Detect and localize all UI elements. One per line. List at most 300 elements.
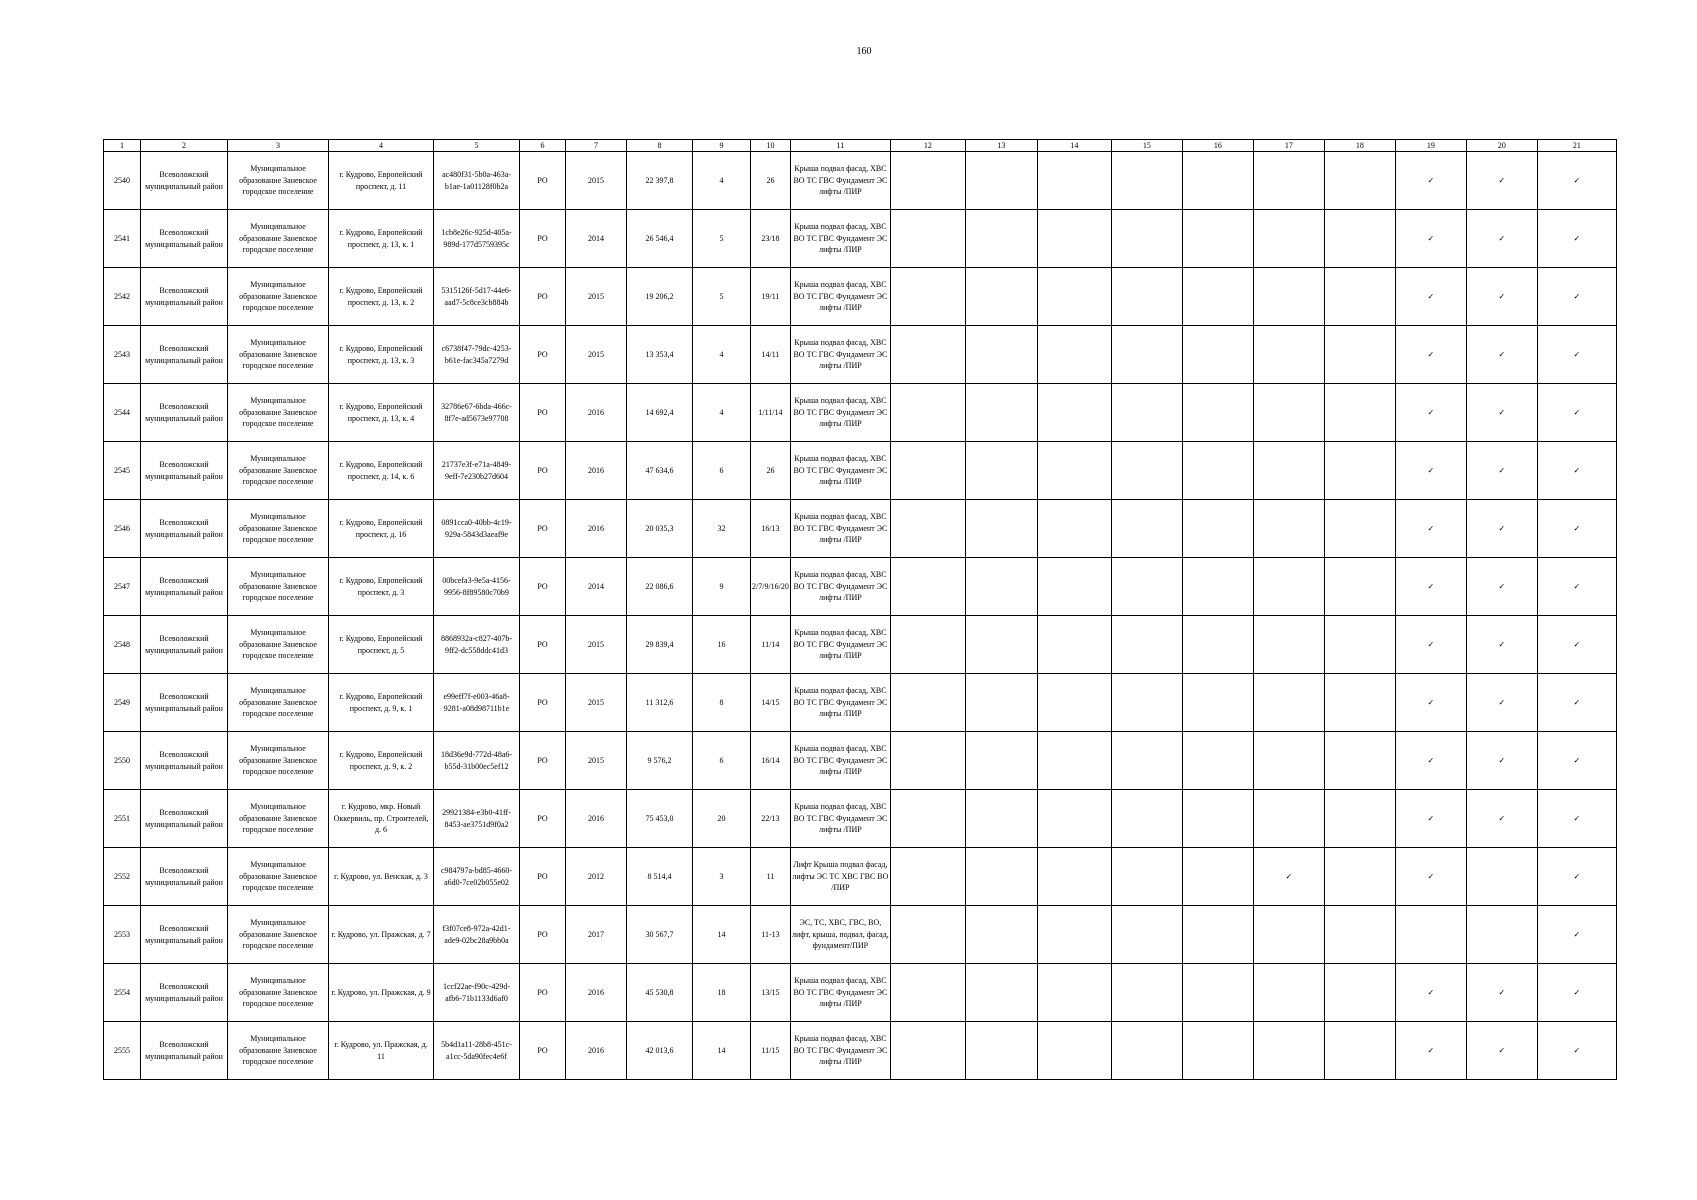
row-number: 2544 bbox=[104, 384, 141, 442]
floors-cell: 5 bbox=[693, 268, 751, 326]
municipality-cell: Муниципальное образование Заневское городское поселение bbox=[228, 384, 329, 442]
col-14-cell bbox=[1037, 210, 1111, 268]
col10-cell: 11 bbox=[751, 848, 791, 906]
address-cell: г. Кудрово, Европейский проспект, д. 13, к. 3 bbox=[329, 326, 434, 384]
check-mark-icon bbox=[1253, 616, 1324, 674]
column-number: 12 bbox=[890, 140, 965, 152]
works-cell: Лифт Крыша подвал фасад, лифты ЭС ТС ХВС ГВС ВО /ПИР bbox=[790, 848, 890, 906]
floors-cell: 3 bbox=[693, 848, 751, 906]
check-mark-icon: ✓ bbox=[1537, 500, 1616, 558]
col10-cell: 11/14 bbox=[751, 616, 791, 674]
district-cell: Всеволожский муниципальный район bbox=[141, 210, 228, 268]
works-cell: Крыша подвал фасад, ХВС ВО ТС ГВС Фундамент ЭС лифты /ПИР bbox=[790, 732, 890, 790]
address-cell: г. Кудрово, ул. Пражская, д. 11 bbox=[329, 1022, 434, 1080]
area-cell: 30 567,7 bbox=[627, 906, 693, 964]
type-cell: РО bbox=[520, 268, 566, 326]
check-mark-icon: ✓ bbox=[1466, 500, 1537, 558]
check-mark-icon bbox=[1253, 964, 1324, 1022]
district-cell: Всеволожский муниципальный район bbox=[141, 1022, 228, 1080]
row-number: 2551 bbox=[104, 790, 141, 848]
check-mark-icon: ✓ bbox=[1395, 790, 1466, 848]
col10-cell: 2/7/9/16/20 bbox=[751, 558, 791, 616]
col-14-cell bbox=[1037, 326, 1111, 384]
guid-cell: 5315126f-5d17-44e6-aad7-5c8ce3cb884b bbox=[434, 268, 520, 326]
floors-cell: 16 bbox=[693, 616, 751, 674]
col-16-cell bbox=[1182, 906, 1253, 964]
type-cell: РО bbox=[520, 210, 566, 268]
column-number-row bbox=[104, 140, 1617, 152]
table-body bbox=[104, 140, 1617, 1080]
type-cell: РО bbox=[520, 152, 566, 210]
col-18-cell bbox=[1324, 558, 1395, 616]
municipality-cell: Муниципальное образование Заневское городское поселение bbox=[228, 500, 329, 558]
table-row bbox=[104, 616, 1617, 674]
municipality-cell: Муниципальное образование Заневское городское поселение bbox=[228, 210, 329, 268]
col10-cell: 11/15 bbox=[751, 1022, 791, 1080]
year-cell: 2016 bbox=[566, 1022, 627, 1080]
column-number: 13 bbox=[965, 140, 1037, 152]
col-18-cell bbox=[1324, 964, 1395, 1022]
column-number: 19 bbox=[1395, 140, 1466, 152]
municipality-cell: Муниципальное образование Заневское городское поселение bbox=[228, 326, 329, 384]
year-cell: 2014 bbox=[566, 210, 627, 268]
check-mark-icon bbox=[1253, 732, 1324, 790]
col-13-cell bbox=[965, 442, 1037, 500]
column-number: 17 bbox=[1253, 140, 1324, 152]
floors-cell: 32 bbox=[693, 500, 751, 558]
municipality-cell: Муниципальное образование Заневское городское поселение bbox=[228, 442, 329, 500]
col-13-cell bbox=[965, 268, 1037, 326]
col-14-cell bbox=[1037, 558, 1111, 616]
floors-cell: 6 bbox=[693, 732, 751, 790]
col-14-cell bbox=[1037, 964, 1111, 1022]
check-mark-icon: ✓ bbox=[1537, 790, 1616, 848]
year-cell: 2015 bbox=[566, 732, 627, 790]
col10-cell: 19/11 bbox=[751, 268, 791, 326]
floors-cell: 20 bbox=[693, 790, 751, 848]
guid-cell: 21737e3f-e71a-4849-9eff-7e230b27d604 bbox=[434, 442, 520, 500]
col-13-cell bbox=[965, 1022, 1037, 1080]
municipality-cell: Муниципальное образование Заневское городское поселение bbox=[228, 152, 329, 210]
col-15-cell bbox=[1111, 442, 1182, 500]
col-16-cell bbox=[1182, 848, 1253, 906]
column-number: 3 bbox=[228, 140, 329, 152]
col-15-cell bbox=[1111, 268, 1182, 326]
check-mark-icon bbox=[1253, 906, 1324, 964]
col-12-cell bbox=[890, 442, 965, 500]
type-cell: РО bbox=[520, 790, 566, 848]
col-16-cell bbox=[1182, 268, 1253, 326]
floors-cell: 4 bbox=[693, 152, 751, 210]
column-number: 9 bbox=[693, 140, 751, 152]
check-mark-icon bbox=[1253, 268, 1324, 326]
check-mark-icon: ✓ bbox=[1537, 442, 1616, 500]
type-cell: РО bbox=[520, 558, 566, 616]
row-number: 2540 bbox=[104, 152, 141, 210]
col-18-cell bbox=[1324, 442, 1395, 500]
col10-cell: 26 bbox=[751, 442, 791, 500]
col-14-cell bbox=[1037, 442, 1111, 500]
col-14-cell bbox=[1037, 384, 1111, 442]
address-cell: г. Кудрово, Европейский проспект, д. 13, к. 2 bbox=[329, 268, 434, 326]
check-mark-icon: ✓ bbox=[1395, 616, 1466, 674]
check-mark-icon: ✓ bbox=[1537, 906, 1616, 964]
col-12-cell bbox=[890, 906, 965, 964]
col-12-cell bbox=[890, 616, 965, 674]
row-number: 2545 bbox=[104, 442, 141, 500]
works-cell: Крыша подвал фасад, ХВС ВО ТС ГВС Фундамент ЭС лифты /ПИР bbox=[790, 268, 890, 326]
row-number: 2542 bbox=[104, 268, 141, 326]
col-15-cell bbox=[1111, 848, 1182, 906]
col-12-cell bbox=[890, 732, 965, 790]
col-13-cell bbox=[965, 674, 1037, 732]
col-12-cell bbox=[890, 1022, 965, 1080]
check-mark-icon: ✓ bbox=[1537, 268, 1616, 326]
works-cell: Крыша подвал фасад, ХВС ВО ТС ГВС Фундамент ЭС лифты /ПИР bbox=[790, 210, 890, 268]
check-mark-icon: ✓ bbox=[1466, 790, 1537, 848]
col-14-cell bbox=[1037, 790, 1111, 848]
type-cell: РО bbox=[520, 906, 566, 964]
table-row bbox=[104, 906, 1617, 964]
col-16-cell bbox=[1182, 964, 1253, 1022]
row-number: 2549 bbox=[104, 674, 141, 732]
works-cell: Крыша подвал фасад, ХВС ВО ТС ГВС Фундамент ЭС лифты /ПИР bbox=[790, 152, 890, 210]
check-mark-icon: ✓ bbox=[1395, 268, 1466, 326]
column-number: 10 bbox=[751, 140, 791, 152]
column-number: 18 bbox=[1324, 140, 1395, 152]
row-number: 2541 bbox=[104, 210, 141, 268]
check-mark-icon bbox=[1253, 790, 1324, 848]
district-cell: Всеволожский муниципальный район bbox=[141, 790, 228, 848]
row-number: 2546 bbox=[104, 500, 141, 558]
address-cell: г. Кудрово, Европейский проспект, д. 16 bbox=[329, 500, 434, 558]
check-mark-icon: ✓ bbox=[1395, 1022, 1466, 1080]
municipality-cell: Муниципальное образование Заневское городское поселение bbox=[228, 906, 329, 964]
check-mark-icon bbox=[1253, 1022, 1324, 1080]
row-number: 2543 bbox=[104, 326, 141, 384]
check-mark-icon: ✓ bbox=[1537, 848, 1616, 906]
col10-cell: 11-13 bbox=[751, 906, 791, 964]
column-number: 4 bbox=[329, 140, 434, 152]
check-mark-icon bbox=[1253, 674, 1324, 732]
table-row bbox=[104, 964, 1617, 1022]
check-mark-icon: ✓ bbox=[1537, 732, 1616, 790]
table-row bbox=[104, 500, 1617, 558]
table-row bbox=[104, 674, 1617, 732]
table-row bbox=[104, 442, 1617, 500]
check-mark-icon: ✓ bbox=[1395, 732, 1466, 790]
col-13-cell bbox=[965, 616, 1037, 674]
register-table bbox=[103, 139, 1617, 1080]
year-cell: 2015 bbox=[566, 326, 627, 384]
address-cell: г. Кудрово, ул. Пражская, д. 7 bbox=[329, 906, 434, 964]
guid-cell: 29921384-e3b0-41ff-8453-ae3751d9f0a2 bbox=[434, 790, 520, 848]
col-13-cell bbox=[965, 384, 1037, 442]
col-18-cell bbox=[1324, 906, 1395, 964]
col-12-cell bbox=[890, 790, 965, 848]
row-number: 2554 bbox=[104, 964, 141, 1022]
col-14-cell bbox=[1037, 906, 1111, 964]
col-16-cell bbox=[1182, 790, 1253, 848]
area-cell: 8 514,4 bbox=[627, 848, 693, 906]
district-cell: Всеволожский муниципальный район bbox=[141, 732, 228, 790]
check-mark-icon bbox=[1253, 152, 1324, 210]
col-18-cell bbox=[1324, 1022, 1395, 1080]
col10-cell: 22/13 bbox=[751, 790, 791, 848]
check-mark-icon bbox=[1253, 210, 1324, 268]
type-cell: РО bbox=[520, 674, 566, 732]
check-mark-icon: ✓ bbox=[1537, 558, 1616, 616]
row-number: 2555 bbox=[104, 1022, 141, 1080]
col-12-cell bbox=[890, 210, 965, 268]
district-cell: Всеволожский муниципальный район bbox=[141, 848, 228, 906]
municipality-cell: Муниципальное образование Заневское городское поселение bbox=[228, 558, 329, 616]
type-cell: РО bbox=[520, 1022, 566, 1080]
check-mark-icon bbox=[1253, 442, 1324, 500]
col-14-cell bbox=[1037, 152, 1111, 210]
check-mark-icon: ✓ bbox=[1253, 848, 1324, 906]
check-mark-icon: ✓ bbox=[1466, 210, 1537, 268]
col-15-cell bbox=[1111, 790, 1182, 848]
col10-cell: 16/13 bbox=[751, 500, 791, 558]
column-number: 8 bbox=[627, 140, 693, 152]
col-16-cell bbox=[1182, 674, 1253, 732]
table-row bbox=[104, 384, 1617, 442]
col-13-cell bbox=[965, 848, 1037, 906]
col-13-cell bbox=[965, 558, 1037, 616]
district-cell: Всеволожский муниципальный район bbox=[141, 326, 228, 384]
col-12-cell bbox=[890, 500, 965, 558]
col-12-cell bbox=[890, 152, 965, 210]
check-mark-icon bbox=[1253, 558, 1324, 616]
address-cell: г. Кудрово, Европейский проспект, д. 3 bbox=[329, 558, 434, 616]
works-cell: Крыша подвал фасад, ХВС ВО ТС ГВС Фундамент ЭС лифты /ПИР bbox=[790, 558, 890, 616]
municipality-cell: Муниципальное образование Заневское городское поселение bbox=[228, 616, 329, 674]
row-number: 2547 bbox=[104, 558, 141, 616]
district-cell: Всеволожский муниципальный район bbox=[141, 616, 228, 674]
guid-cell: c6738f47-79dc-4253-b61e-fac345a7279d bbox=[434, 326, 520, 384]
year-cell: 2015 bbox=[566, 674, 627, 732]
municipality-cell: Муниципальное образование Заневское городское поселение bbox=[228, 674, 329, 732]
col-12-cell bbox=[890, 674, 965, 732]
guid-cell: f3f07ce8-972a-42d1-ade9-02bc28a9bb0a bbox=[434, 906, 520, 964]
guid-cell: 18d36e9d-772d-48a6-b55d-31b00ec5ef12 bbox=[434, 732, 520, 790]
check-mark-icon: ✓ bbox=[1466, 268, 1537, 326]
table-row bbox=[104, 268, 1617, 326]
column-number: 11 bbox=[790, 140, 890, 152]
column-number: 14 bbox=[1037, 140, 1111, 152]
year-cell: 2017 bbox=[566, 906, 627, 964]
area-cell: 42 013,6 bbox=[627, 1022, 693, 1080]
area-cell: 13 353,4 bbox=[627, 326, 693, 384]
col-12-cell bbox=[890, 384, 965, 442]
guid-cell: 1cb8e26c-925d-405a-989d-177d5759395c bbox=[434, 210, 520, 268]
col-15-cell bbox=[1111, 1022, 1182, 1080]
col-18-cell bbox=[1324, 674, 1395, 732]
col-14-cell bbox=[1037, 500, 1111, 558]
guid-cell: 5b4d1a11-28b8-451c-a1cc-5da90fec4e6f bbox=[434, 1022, 520, 1080]
check-mark-icon: ✓ bbox=[1537, 964, 1616, 1022]
col-14-cell bbox=[1037, 268, 1111, 326]
col-18-cell bbox=[1324, 326, 1395, 384]
floors-cell: 5 bbox=[693, 210, 751, 268]
column-number: 7 bbox=[566, 140, 627, 152]
col-13-cell bbox=[965, 790, 1037, 848]
col-12-cell bbox=[890, 326, 965, 384]
type-cell: РО bbox=[520, 848, 566, 906]
area-cell: 19 206,2 bbox=[627, 268, 693, 326]
address-cell: г. Кудрово, Европейский проспект, д. 5 bbox=[329, 616, 434, 674]
area-cell: 47 634,6 bbox=[627, 442, 693, 500]
column-number: 16 bbox=[1182, 140, 1253, 152]
col-16-cell bbox=[1182, 384, 1253, 442]
column-number: 1 bbox=[104, 140, 141, 152]
guid-cell: 32786e67-6bda-466c-8f7e-ad5673e97708 bbox=[434, 384, 520, 442]
floors-cell: 18 bbox=[693, 964, 751, 1022]
floors-cell: 9 bbox=[693, 558, 751, 616]
area-cell: 11 312,6 bbox=[627, 674, 693, 732]
type-cell: РО bbox=[520, 732, 566, 790]
check-mark-icon bbox=[1395, 906, 1466, 964]
check-mark-icon: ✓ bbox=[1395, 326, 1466, 384]
district-cell: Всеволожский муниципальный район bbox=[141, 906, 228, 964]
works-cell: ЭС, ТС, ХВС, ГВС, ВО, лифт, крыша, подвал, фасад, фундамент/ПИР bbox=[790, 906, 890, 964]
year-cell: 2016 bbox=[566, 790, 627, 848]
col-18-cell bbox=[1324, 616, 1395, 674]
table-row bbox=[104, 326, 1617, 384]
year-cell: 2012 bbox=[566, 848, 627, 906]
col-14-cell bbox=[1037, 616, 1111, 674]
column-number: 20 bbox=[1466, 140, 1537, 152]
column-number: 6 bbox=[520, 140, 566, 152]
col10-cell: 14/15 bbox=[751, 674, 791, 732]
address-cell: г. Кудрово, Европейский проспект, д. 13, к. 4 bbox=[329, 384, 434, 442]
floors-cell: 14 bbox=[693, 1022, 751, 1080]
type-cell: РО bbox=[520, 442, 566, 500]
year-cell: 2014 bbox=[566, 558, 627, 616]
check-mark-icon: ✓ bbox=[1395, 964, 1466, 1022]
col-13-cell bbox=[965, 152, 1037, 210]
area-cell: 75 453,0 bbox=[627, 790, 693, 848]
col-16-cell bbox=[1182, 1022, 1253, 1080]
col-12-cell bbox=[890, 848, 965, 906]
check-mark-icon: ✓ bbox=[1466, 326, 1537, 384]
check-mark-icon: ✓ bbox=[1466, 442, 1537, 500]
municipality-cell: Муниципальное образование Заневское городское поселение bbox=[228, 1022, 329, 1080]
table-row bbox=[104, 732, 1617, 790]
floors-cell: 6 bbox=[693, 442, 751, 500]
guid-cell: 00bcefa3-9e5a-4156-9956-8f89580c70b9 bbox=[434, 558, 520, 616]
area-cell: 22 397,8 bbox=[627, 152, 693, 210]
col-16-cell bbox=[1182, 442, 1253, 500]
guid-cell: e99eff7f-e003-46a8-9281-a08d98711b1e bbox=[434, 674, 520, 732]
year-cell: 2016 bbox=[566, 442, 627, 500]
row-number: 2552 bbox=[104, 848, 141, 906]
col-15-cell bbox=[1111, 500, 1182, 558]
check-mark-icon: ✓ bbox=[1466, 674, 1537, 732]
municipality-cell: Муниципальное образование Заневское городское поселение bbox=[228, 790, 329, 848]
column-number: 21 bbox=[1537, 140, 1616, 152]
check-mark-icon: ✓ bbox=[1395, 848, 1466, 906]
table-row bbox=[104, 790, 1617, 848]
area-cell: 45 530,8 bbox=[627, 964, 693, 1022]
type-cell: РО bbox=[520, 964, 566, 1022]
table-row bbox=[104, 152, 1617, 210]
col-13-cell bbox=[965, 964, 1037, 1022]
check-mark-icon bbox=[1253, 326, 1324, 384]
col10-cell: 14/11 bbox=[751, 326, 791, 384]
year-cell: 2015 bbox=[566, 152, 627, 210]
floors-cell: 4 bbox=[693, 384, 751, 442]
check-mark-icon: ✓ bbox=[1466, 732, 1537, 790]
col-16-cell bbox=[1182, 500, 1253, 558]
check-mark-icon bbox=[1253, 384, 1324, 442]
check-mark-icon: ✓ bbox=[1395, 500, 1466, 558]
table-row bbox=[104, 558, 1617, 616]
col10-cell: 26 bbox=[751, 152, 791, 210]
col-15-cell bbox=[1111, 558, 1182, 616]
year-cell: 2015 bbox=[566, 268, 627, 326]
col-15-cell bbox=[1111, 964, 1182, 1022]
table-row bbox=[104, 1022, 1617, 1080]
year-cell: 2016 bbox=[566, 964, 627, 1022]
district-cell: Всеволожский муниципальный район bbox=[141, 268, 228, 326]
area-cell: 22 086,6 bbox=[627, 558, 693, 616]
col-14-cell bbox=[1037, 732, 1111, 790]
year-cell: 2016 bbox=[566, 500, 627, 558]
district-cell: Всеволожский муниципальный район bbox=[141, 384, 228, 442]
works-cell: Крыша подвал фасад, ХВС ВО ТС ГВС Фундамент ЭС лифты /ПИР bbox=[790, 616, 890, 674]
col-18-cell bbox=[1324, 848, 1395, 906]
check-mark-icon bbox=[1466, 906, 1537, 964]
col-18-cell bbox=[1324, 152, 1395, 210]
col-12-cell bbox=[890, 964, 965, 1022]
col-13-cell bbox=[965, 732, 1037, 790]
col-16-cell bbox=[1182, 616, 1253, 674]
col10-cell: 1/11/14 bbox=[751, 384, 791, 442]
works-cell: Крыша подвал фасад, ХВС ВО ТС ГВС Фундамент ЭС лифты /ПИР bbox=[790, 674, 890, 732]
column-number: 5 bbox=[434, 140, 520, 152]
district-cell: Всеволожский муниципальный район bbox=[141, 500, 228, 558]
col-14-cell bbox=[1037, 848, 1111, 906]
address-cell: г. Кудрово, Европейский проспект, д. 11 bbox=[329, 152, 434, 210]
col-15-cell bbox=[1111, 152, 1182, 210]
area-cell: 20 035,3 bbox=[627, 500, 693, 558]
year-cell: 2016 bbox=[566, 384, 627, 442]
municipality-cell: Муниципальное образование Заневское городское поселение bbox=[228, 732, 329, 790]
check-mark-icon: ✓ bbox=[1466, 1022, 1537, 1080]
check-mark-icon: ✓ bbox=[1537, 384, 1616, 442]
floors-cell: 4 bbox=[693, 326, 751, 384]
address-cell: г. Кудрово, Европейский проспект, д. 13, к. 1 bbox=[329, 210, 434, 268]
check-mark-icon: ✓ bbox=[1466, 964, 1537, 1022]
check-mark-icon: ✓ bbox=[1395, 558, 1466, 616]
col-15-cell bbox=[1111, 326, 1182, 384]
municipality-cell: Муниципальное образование Заневское городское поселение bbox=[228, 964, 329, 1022]
check-mark-icon: ✓ bbox=[1395, 152, 1466, 210]
col-15-cell bbox=[1111, 674, 1182, 732]
district-cell: Всеволожский муниципальный район bbox=[141, 442, 228, 500]
address-cell: г. Кудрово, мкр. Новый Оккервиль, пр. Строителей, д. 6 bbox=[329, 790, 434, 848]
col-14-cell bbox=[1037, 1022, 1111, 1080]
check-mark-icon: ✓ bbox=[1395, 442, 1466, 500]
page-number: 160 bbox=[856, 46, 872, 57]
check-mark-icon: ✓ bbox=[1466, 152, 1537, 210]
district-cell: Всеволожский муниципальный район bbox=[141, 674, 228, 732]
col-13-cell bbox=[965, 326, 1037, 384]
district-cell: Всеволожский муниципальный район bbox=[141, 964, 228, 1022]
address-cell: г. Кудрово, ул. Пражская, д. 9 bbox=[329, 964, 434, 1022]
